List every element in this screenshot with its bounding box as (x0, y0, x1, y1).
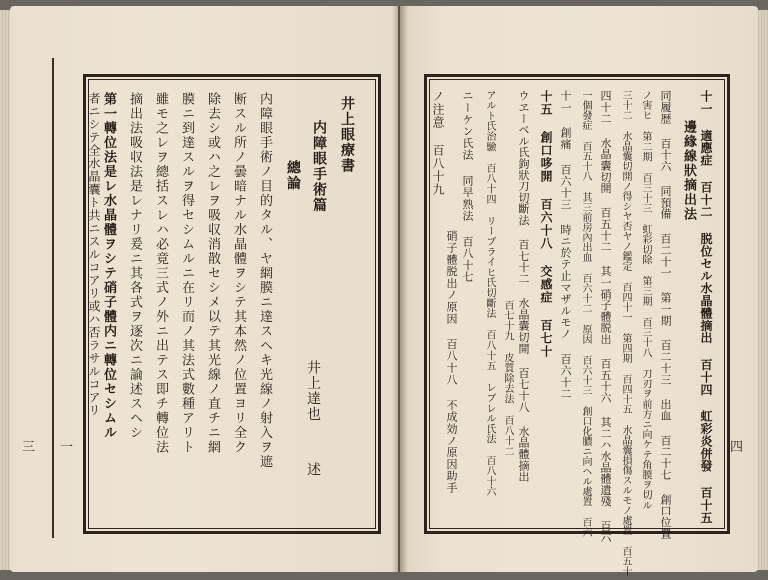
toc-column: ウヱーベル氏鉤狀刀切斷法 百七十二 水晶囊切開 百七十八 水晶體摘出 (517, 90, 530, 483)
toc-column: アルト氏治驗 百八十四 リーブライヒ氏切斷法 百八十五 レブレル氏法 百八十六 (484, 90, 495, 497)
toc-column: 硝子體脱出ノ原因 百八十八 不成効ノ原因助手 (445, 230, 458, 494)
toc-column: 同履歴 百十六 同預備 百二十一 第一期 百二十三 出血 百二十七 創口位置 (659, 90, 672, 540)
text-column: 雖モ之レヲ總括スレハ必竟三式ノ外ニ出テス即チ轉位法 (153, 92, 168, 455)
toc-column: 十一 創痛 百六十三 時ニ於テ止マザルモノ 百六十二 (559, 90, 572, 400)
text-column: 断スル所ノ曇暗ナル水晶體ヲシテ其本然ノ位置ヨリ全ク (231, 92, 246, 455)
toc-column: ノ害ヒ 第二期 百三十三 虹彩切除 第三期 百三十八 刀刃ヲ前方ニ向ケテ角膜ヲ切ル (640, 90, 651, 511)
left-side-number: 三 (22, 440, 36, 455)
text-column: 内障眼手術ノ目的タル、ヤ網膜ニ達スヘキ光線ノ射入ヲ遮 (257, 92, 272, 469)
author-suffix: 述 (305, 462, 321, 478)
toc-column: ノ注意 百八十九 (431, 90, 445, 196)
left-margin-rule (22, 58, 54, 538)
text-column: 除去シ或ハ之レヲ吸収消散セシメ以テ其光線ノ直チニ網 (205, 92, 220, 455)
section-title: 内障眼手術篇 (311, 120, 327, 213)
left-page-number: 一 (60, 440, 74, 455)
book-gutter (392, 6, 408, 572)
text-column-heading: 第一轉位法是レ水晶體ヲシテ硝子體内ニ轉位セシムル (101, 92, 116, 440)
right-page-number: 四 (730, 440, 744, 455)
toc-column: 三十二 水晶囊切開ノ得シヤ否ヤノ鑑定 百四十一 第四期 百四十五 水晶囊損傷スルモノ處置 百五十 (620, 90, 631, 576)
toc-column: 十五 創口哆開 百六十八 交感症 百七十 (539, 90, 553, 358)
text-column: 者ニシテ全水晶囊ト共ニスルコアリ或ハ否ラサルコアリ (87, 92, 101, 417)
text-column: 摘出法吸収法是レナリ爰ニ其各式ヲ逐次ニ論述スヘシ (127, 92, 142, 440)
toc-column: ニーケン氏法 同早熟法 百八十七 (461, 90, 474, 283)
book-title: 井上眼療書 (339, 96, 355, 174)
toc-column: 十一 適應症 百十二 脱位セル水晶體摘出 百十四 虹彩炎併發 百十五 (699, 90, 713, 524)
author-name: 井上達也 (305, 360, 321, 422)
toc-heading: 邊緣線狀摘出法 (681, 120, 696, 222)
text-column: 膜ニ到達スルヲ得セシムルニ在リ而ノ其法式數種アリト (179, 92, 194, 455)
subsection-title: 總論 (285, 160, 301, 191)
toc-column: 四十二 水晶囊切開 百五十二 其一硝子體脱出 百五十六 其二ハ水晶體遺殘 百六 (599, 90, 612, 543)
toc-column: 百七十九 皮質除去法 百八十二 (502, 300, 513, 457)
toc-column: 一個發症 百五十八 其三前房內出血 百六十二 原因 百六十三 創口化膿ニ向ヘル處置 百六 (580, 90, 591, 537)
